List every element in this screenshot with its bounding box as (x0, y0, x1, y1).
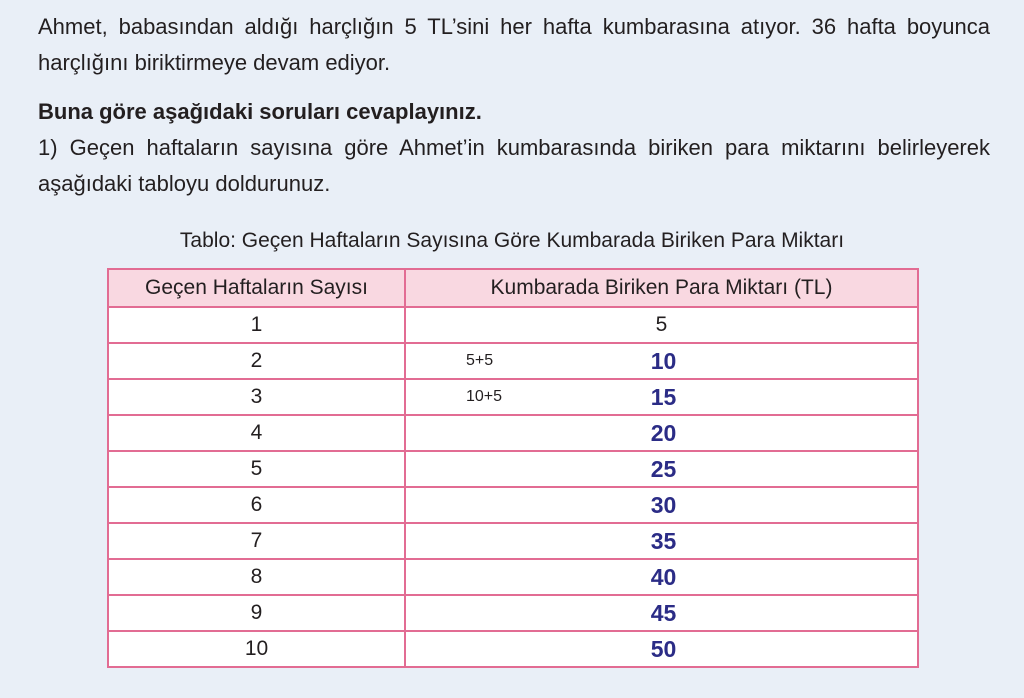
table-row (108, 595, 918, 631)
weeks-cell: 5 (108, 451, 405, 487)
amount-cell (405, 559, 918, 595)
answer-value: 20 (650, 419, 677, 446)
question-1-text: 1) Geçen haftaların sayısına göre Ahmet’in kumbarasında biriken para miktarını belirleyerek aşağıdaki tabloyu doldurunuz. (38, 135, 990, 196)
amount-cell (405, 379, 918, 415)
instruction-heading: Buna göre aşağıdaki soruları cevaplayınız. (38, 99, 482, 124)
calculation-note: 5+5 (466, 352, 494, 369)
header-amount: Kumbarada Biriken Para Miktarı (TL) (405, 269, 918, 307)
weeks-cell: 9 (108, 595, 405, 631)
table-row (108, 631, 918, 667)
amount-cell (405, 631, 918, 667)
weeks-cell: 1 (108, 307, 405, 343)
amount-cell (405, 523, 918, 559)
answer-value: 10 (650, 347, 677, 374)
weeks-cell: 7 (108, 523, 405, 559)
table-row (108, 307, 918, 343)
answer-value: 45 (650, 599, 677, 626)
table-header-row (108, 269, 918, 307)
weeks-cell: 8 (108, 559, 405, 595)
table-caption: Tablo: Geçen Haftaların Sayısına Göre Kumbarada Biriken Para Miktarı (179, 229, 845, 252)
savings-table (107, 268, 919, 668)
table-row (108, 523, 918, 559)
weeks-cell: 4 (108, 415, 405, 451)
header-weeks: Geçen Haftaların Sayısı (108, 269, 405, 307)
amount-cell (405, 451, 918, 487)
table-body (108, 307, 918, 667)
weeks-cell: 2 (108, 343, 405, 379)
table-row (108, 559, 918, 595)
amount-cell (405, 343, 918, 379)
amount-cell (405, 595, 918, 631)
instructions (38, 94, 990, 202)
table-row (108, 415, 918, 451)
amount-cell (405, 307, 918, 343)
answer-value: 40 (650, 563, 677, 590)
weeks-cell: 10 (108, 631, 405, 667)
answer-value: 25 (650, 455, 677, 482)
calculation-note: 10+5 (466, 388, 503, 405)
weeks-cell: 6 (108, 487, 405, 523)
intro-paragraph: Ahmet, babasından aldığı harçlığın 5 TL’sini her hafta kumbarasına atıyor. 36 hafta boyunca harçlığını biriktirmeye devam ediyor. (38, 14, 990, 75)
weeks-cell: 3 (108, 379, 405, 415)
amount-cell (405, 487, 918, 523)
amount-cell (405, 415, 918, 451)
answer-value: 35 (650, 527, 677, 554)
table-row (108, 379, 918, 415)
table-row (108, 487, 918, 523)
answer-value: 30 (650, 491, 677, 518)
given-value: 5 (655, 313, 668, 336)
table-row (108, 451, 918, 487)
table-row (108, 343, 918, 379)
answer-value: 15 (650, 383, 677, 410)
answer-value: 50 (650, 635, 677, 662)
